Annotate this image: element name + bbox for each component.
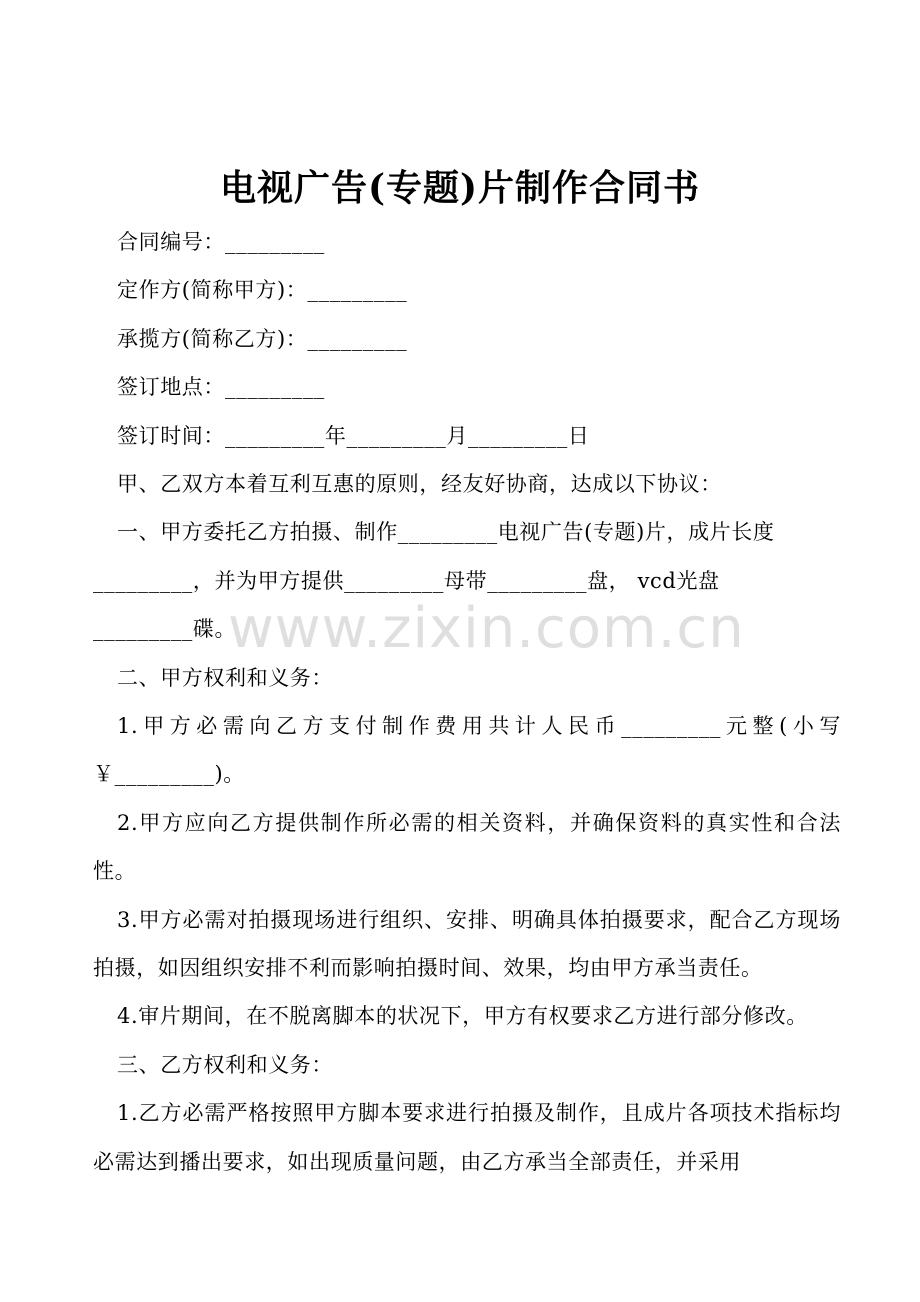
document-body [93,218,841,1186]
field-contract-number: 合同编号：_________ [117,230,325,254]
section-3-item-1: 1.乙方必需严格按照甲方脚本要求进行拍摄及制作，且成片各项技术指标均必需达到播出要求，如出现质量问题，由乙方承当全部责任，并采用 [93,1101,841,1174]
document-title: 电视广告(专题)片制作合同书 [219,167,701,209]
section-2-item-2: 2.甲方应向乙方提供制作所必需的相关资料，并确保资料的真实性和合法性。 [93,810,841,884]
section-2-item-1: 1.甲方必需向乙方支付制作费用共计人民币_________元整(小写￥_________)。 [93,713,841,787]
intro-paragraph: 甲、乙双方本着互利互惠的原则，经友好协商，达成以下协议： [117,471,722,496]
clause-1-line-3: _________碟。 [93,617,237,642]
section-2-item-3: 3.甲方必需对拍摄现场进行组织、安排、明确具体拍摄要求，配合乙方现场拍摄，如因组织安排不利而影响拍摄时间、效果，均由甲方承当责任。 [93,907,841,980]
section-2-heading: 二、甲方权利和义务： [117,665,333,690]
clause-1-line-1: 一、甲方委托乙方拍摄、制作_________电视广告(专题)片，成片长度 [117,520,775,545]
field-party-b: 承揽方(简称乙方)：_________ [117,326,408,351]
watermark: www.zixin.com.cn [228,596,745,661]
clause-1-line-2: _________，并为甲方提供_________母带_________盘， vcd光盘 [93,568,720,593]
section-3-heading: 三、乙方权利和义务： [117,1052,333,1077]
section-2-item-4: 4.审片期间，在不脱离脚本的状况下，甲方有权要求乙方进行部分修改。 [117,1004,808,1029]
field-sign-time: 签订时间：_________年_________月_________日 [117,423,590,448]
field-sign-place: 签订地点：_________ [117,375,325,400]
field-party-a: 定作方(简称甲方)：_________ [117,278,408,303]
